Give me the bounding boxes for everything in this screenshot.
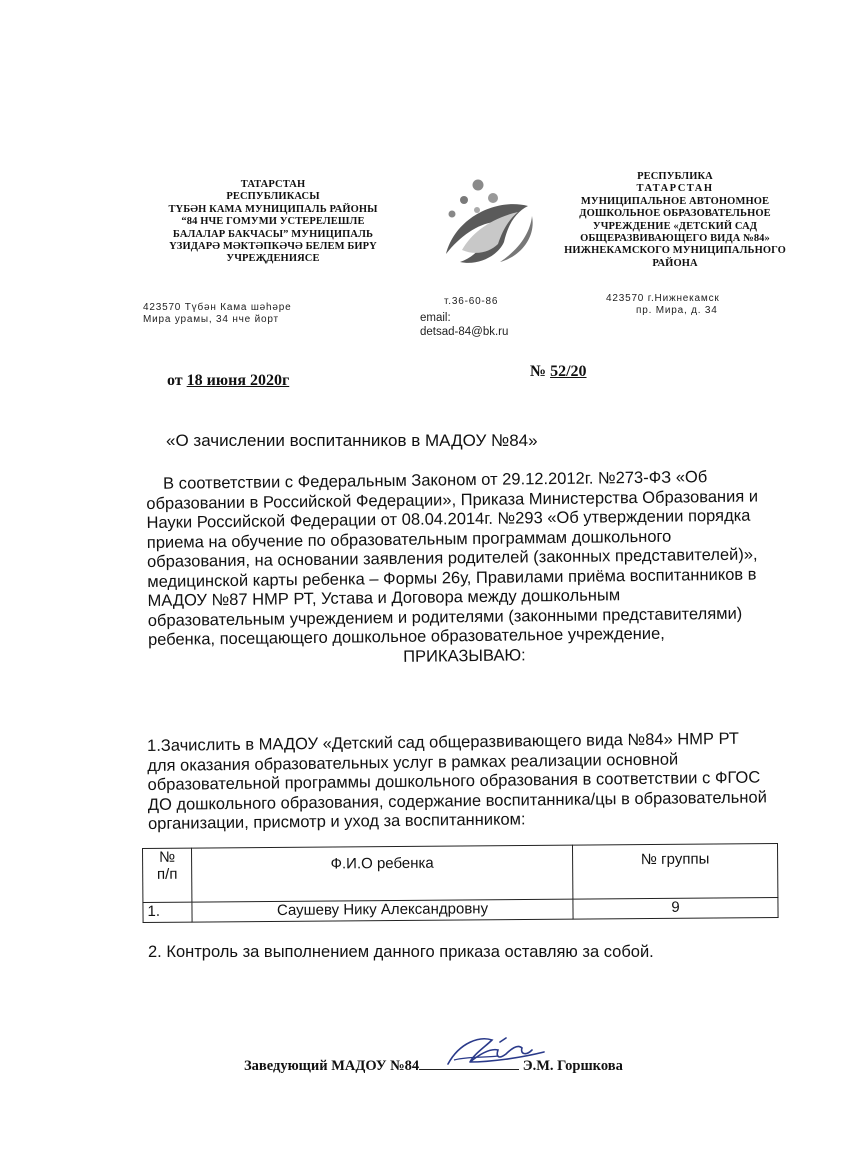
email-label: email: [420,312,451,324]
header-right-org [555,171,795,270]
header-right-line: НИЖНЕКАМСКОГО МУНИЦИПАЛЬНОГО [564,245,786,257]
address-right [606,293,720,317]
header-right-line: МУНИЦИПАЛЬНОЕ АВТОНОМНОЕ [580,195,770,207]
signature-block [244,1055,623,1075]
order-number [530,363,587,381]
preamble-line: Науки Российской Федерации от 08.04.2014г. №293 «Об утверждении порядка [146,506,751,532]
order-number-prefix: № [530,363,551,380]
preamble-line: медицинской карты ребенка – Формы 26у, Правилами приёма воспитанников в [147,565,757,591]
order-date [167,372,289,390]
item-2: 2. Контроль за выполнением данного приказа оставляю за собой. [148,943,654,961]
children-table [142,843,779,923]
preamble-line: ребенка, посещающего дошкольное образовательное учреждение, [147,624,665,649]
header-left-org [150,179,396,266]
preamble-line: образовании в Российской Федерации», Приказа Министерства Образования и [146,487,759,513]
header-right-line: ОБЩЕРАЗВИВАЮЩЕГО ВИДА №84» [580,233,770,245]
item-1-line: 1.Зачислить в МАДОУ «Детский сад общеразвивающего вида №84» НМР РТ [147,729,740,755]
header-right-line: УЧРЕЖДЕНИЕ «ДЕТСКИЙ САД [592,220,758,232]
email-block [420,311,508,339]
signature-name: Э.М. Горшкова [522,1058,623,1074]
order-date-value: 18 июня 2020г [186,372,290,389]
header-right-line: ТАТАРСТАН [636,183,714,195]
header-right-line: РАЙОНА [652,257,698,269]
header-left-line: ТАТАРСТАН [240,179,306,190]
header-left-line: ҮЗИДАРӘ МӘКТӘПКӘЧӘ БЕЛЕМ БИРҮ [169,241,377,253]
table-cell-name: Саушеву Нику Александровну [192,899,573,922]
logo-drop [488,193,498,203]
item-1-line: для оказания образовательных услуг в рамках реализации основной [147,750,679,775]
header-left-line: “84 НЧЕ ГОМУМИ УСТЕРЕЛЕШЛЕ [181,216,365,228]
header-left-line: БАЛАЛАР БАКЧАСЫ” МУНИЦИПАЛЬ [172,228,374,240]
item-1-line: образовательной программы дошкольного образования в соответствии с ФГОС [147,768,761,794]
kindergarten-logo [438,176,538,272]
email-address[interactable]: detsad-84@bk.ru [420,326,509,338]
table-header-group: № группы [572,844,777,900]
table-cell-group: 9 [573,898,778,920]
preamble [146,468,760,670]
order-word: ПРИКАЗЫВАЮ: [403,645,526,666]
phone: т.36-60-86 [444,296,499,307]
header-left-line: УЧРЕҖДЕНИЯСЕ [226,253,320,265]
logo-drop [474,207,480,213]
preamble-line: образования, на основании заявления родителей (законных представителей)», [146,545,758,571]
header-left-line: ТҮБӘН КАМА МУНИЦИПАЛЬ РАЙОНЫ [168,203,378,215]
table-header-row [143,844,778,903]
logo-drop [473,180,484,191]
logo-drop [460,196,468,204]
item-1-line: организации, присмотр и уход за воспитанником: [147,810,526,833]
address-left-line: 423570 Түбән Кама шәһәре [143,302,292,313]
item-1-line: ДО дошкольного образования, содержание воспитанника/цы в образовательной [147,787,767,814]
order-number-value: 52/20 [550,363,587,380]
table-row [143,898,778,923]
table-header-name: Ф.И.О ребенка [192,845,573,902]
header-right-line: ДОШКОЛЬНОЕ ОБРАЗОВАТЕЛЬНОЕ [579,208,771,220]
address-right-line: пр. Мира, д. 34 [636,305,718,316]
address-right-line: 423570 г.Нижнекамск [606,293,720,304]
order-date-prefix: от [167,372,187,389]
preamble-line: образовательным учреждением и родителями (законными представителями) [147,604,743,630]
handwritten-signature [440,1032,550,1072]
address-left-line: Мира урамы, 34 нче йорт [143,314,279,325]
preamble-line: МАДОУ №87 НМР РТ, Устава и Договора между дошкольным [147,586,621,610]
item-1 [147,729,767,834]
logo-drop [449,211,456,218]
signature-title: Заведующий МАДОУ №84 [244,1058,420,1074]
order-title: «О зачислении воспитанников в МАДОУ №84» [166,431,538,450]
address-left [143,302,291,326]
table-cell-num: 1. [143,902,192,922]
table-header-num: № п/п [143,848,192,902]
preamble-line: приема на обучение по образовательным программам дошкольного [146,527,672,552]
header-left-line: РЕСПУБЛИКАСЫ [226,191,320,203]
preamble-line: В соответствии с Федеральным Законом от 29.12.2012г. №273-ФЗ «Об [162,468,708,493]
header-right-line: РЕСПУБЛИКА [637,171,713,182]
